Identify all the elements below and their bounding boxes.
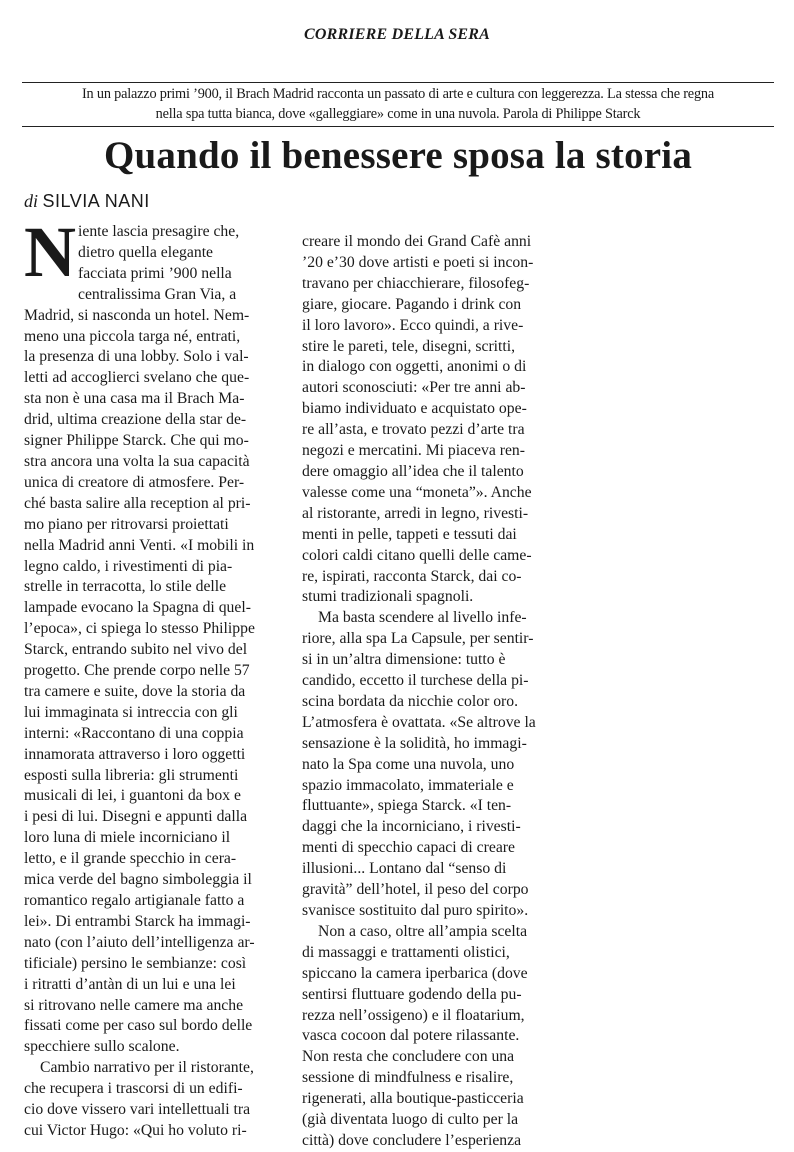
article-line: Starck, entrando subito nel vivo del [24, 641, 248, 659]
article-line: tificiale) persino le sembianze: così [24, 954, 247, 972]
article-line: daggi che la incorniciano, i rivesti- [302, 818, 521, 836]
article-line: di massaggi e trattamenti olistici, [302, 943, 510, 961]
article-line: lui immaginata si intreccia con gli [24, 703, 238, 721]
article-line: sentirsi fluttuare godendo della pu- [302, 985, 522, 1003]
article-line: la presenza di una lobby. Solo i val- [24, 348, 249, 366]
subtitle [22, 84, 774, 124]
article-line: drid, ultima creazione della star de- [24, 411, 247, 429]
article-line: tra camere e suite, dove la storia da [24, 682, 246, 700]
article-line: interni: «Raccontano di una coppia [24, 724, 244, 742]
article-line: valesse come una “moneta”». Anche [302, 483, 532, 501]
subtitle-top-rule [22, 82, 774, 83]
article-line: innamorata attraverso i loro oggetti [24, 745, 246, 763]
byline-author: SILVIA NANI [42, 191, 150, 211]
article-line: colori caldi citano quelli delle came- [302, 546, 532, 564]
article-line: giare, giocare. Pagando i drink con [302, 295, 522, 313]
article-line: letto, e il grande specchio in cera- [24, 850, 237, 868]
article-column-1 [24, 212, 284, 1142]
article-line: sta non è una casa ma il Brach Ma- [24, 390, 245, 408]
article-line: sessione di mindfulness e risalire, [302, 1069, 514, 1087]
article-line: menti in pelle, tappeti e tessuti dai [302, 525, 517, 543]
article-line: progetto. Che prende corpo nelle 57 [24, 662, 250, 680]
article-line: gravità” dell’hotel, il peso del corpo [302, 881, 529, 899]
article-line: travano per chiacchierare, filosofeg- [302, 274, 530, 292]
article-line: spiccano la camera iperbarica (dove [302, 964, 528, 982]
article-line: Madrid, si nasconda un hotel. Nem- [24, 306, 250, 324]
article-line: legno caldo, i rivestimenti di pia- [24, 557, 233, 575]
article-line: scina bordata da nicchie color oro. [302, 692, 519, 710]
article-line: Ma basta scendere al livello infe- [318, 609, 527, 627]
article-line: facciata primi ’900 nella [78, 264, 232, 282]
article-line: i ritratti d’antàn di un lui e una lei [24, 975, 236, 993]
article-line: unica di creatore di atmosfere. Per- [24, 473, 245, 491]
article-line: biamo individuato e acquistato ope- [302, 400, 527, 418]
article-line: rigenerati, alla boutique-pasticceria [302, 1090, 524, 1108]
article-line: esposti sulla libreria: gli strumenti [24, 766, 239, 784]
article-line: Non a caso, oltre all’ampia scelta [318, 922, 528, 940]
article-line: sensazione è la solidità, ho immagi- [302, 734, 527, 752]
article-line: centralissima Gran Via, a [78, 285, 237, 303]
article-line: vasca cocoon dal potere rilassante. [302, 1027, 520, 1045]
subtitle-bottom-rule [22, 126, 774, 127]
article-line: lei». Di entrambi Starck ha immagi- [24, 912, 251, 930]
headline: Quando il benessere sposa la storia [103, 134, 693, 177]
subtitle-line: nella spa tutta bianca, dove «galleggiare» come in una nuvola. Parola di Philippe Starck [155, 106, 641, 122]
article-line: spazio immacolato, immateriale e [302, 776, 514, 794]
article-line: ’20 e’30 dove artisti e poeti si incon- [302, 253, 534, 271]
article-line: stire le pareti, tele, disegni, scritti, [302, 337, 516, 355]
article-line: creare il mondo dei Grand Cafè anni [302, 233, 532, 250]
article-line: mica verde del bagno simboleggia il [24, 871, 252, 889]
article-line: l’epoca», ci spiega lo stesso Philippe [24, 620, 255, 638]
article-line: illusioni... Lontano dal “senso di [302, 860, 507, 878]
article-line: autori sconosciuti: «Per tre anni ab- [302, 379, 526, 397]
subtitle-line: In un palazzo primi ’900, il Brach Madrid racconta un passato di arte e cultura con leggerezza. La stessa che regna [82, 86, 714, 102]
article-line: rezza nell’ossigeno) e il floatarium, [302, 1006, 525, 1024]
byline [24, 190, 150, 212]
article-line: ché basta salire alla reception al pri- [24, 494, 251, 512]
article-line: nella Madrid anni Venti. «I mobili in [24, 536, 255, 554]
article-line: i pesi di lui. Disegni e appunti dalla [24, 808, 248, 826]
article-line: riore, alla spa La Capsule, per sentir- [302, 630, 534, 648]
article-line: svanisce sostituito dal puro spirito». [302, 902, 529, 919]
article-line: il loro lavoro». Ecco quindi, a rive- [302, 316, 524, 334]
article-line: (già diventata luogo di culto per la [302, 1111, 519, 1129]
article-line: loro luna di miele incorniciano il [24, 829, 231, 847]
article-column-2 [302, 232, 566, 1152]
article-line: si ritrovano nelle camere ma anche [24, 996, 244, 1014]
article-line: menti di specchio capaci di creare [302, 839, 515, 857]
article-line: Non resta che concludere con una [302, 1048, 515, 1066]
article-line: città) dove concludere l’esperienza [302, 1131, 522, 1149]
article-line: in dialogo con oggetti, anonimi o di [302, 358, 527, 376]
article-line: re all’asta, e trovato pezzi d’arte tra [302, 421, 525, 439]
article-line: fissati come per caso sul bordo delle [24, 1017, 253, 1035]
article-line: stumi tradizionali spagnoli. [302, 588, 474, 606]
article-line: dietro quella elegante [78, 243, 214, 261]
masthead: CORRIERE DELLA SERA [303, 26, 491, 43]
article-line: al ristorante, arredi in legno, rivesti- [302, 504, 529, 522]
article-line: signer Philippe Starck. Che qui mo- [24, 432, 249, 450]
article-line: re, ispirati, racconta Starck, dai co- [302, 567, 522, 585]
article-line: strelle in terracotta, lo stile delle [24, 578, 227, 596]
byline-prefix: di [24, 191, 39, 211]
article-line: Cambio narrativo per il ristorante, [40, 1059, 254, 1077]
drop-cap: N [24, 212, 76, 292]
article-line: cui Victor Hugo: «Qui ho voluto ri- [24, 1121, 247, 1139]
article-line: lampade evocano la Spagna di quel- [24, 599, 251, 617]
article-line: nato la Spa come una nuvola, uno [302, 755, 515, 773]
article-line: romantico regalo artigianale fatto a [24, 892, 245, 909]
article-line: negozi e mercatini. Mi piaceva ren- [302, 442, 526, 460]
article-line: specchiere sullo scalone. [24, 1038, 180, 1056]
article-line: stra ancora una volta la sua capacità [24, 452, 250, 470]
article-line: letti ad accoglierci svelano che que- [24, 369, 250, 387]
article-line: si in un’altra dimensione: tutto è [302, 651, 506, 669]
article-line: nato (con l’aiuto dell’intelligenza ar- [24, 933, 255, 951]
article-line: fluttuante», spiega Starck. «I ten- [302, 797, 512, 815]
article-line: dere omaggio all’idea che il talento [302, 462, 524, 480]
article-line: L’atmosfera è ovattata. «Se altrove la [302, 713, 536, 731]
article-line: che recupera i trascorsi di un edifi- [24, 1080, 243, 1098]
article-line: meno una piccola targa né, entrati, [24, 327, 241, 345]
article-line: musicali di lei, i guantoni da box e [24, 787, 241, 805]
article-line: iente lascia presagire che, [78, 223, 240, 240]
article-line: cio dove vissero vari intellettuali tra [24, 1101, 251, 1119]
article-line: candido, eccetto il turchese della pi- [302, 672, 529, 690]
article-line: mo piano per ritrovarsi proiettati [24, 515, 229, 533]
